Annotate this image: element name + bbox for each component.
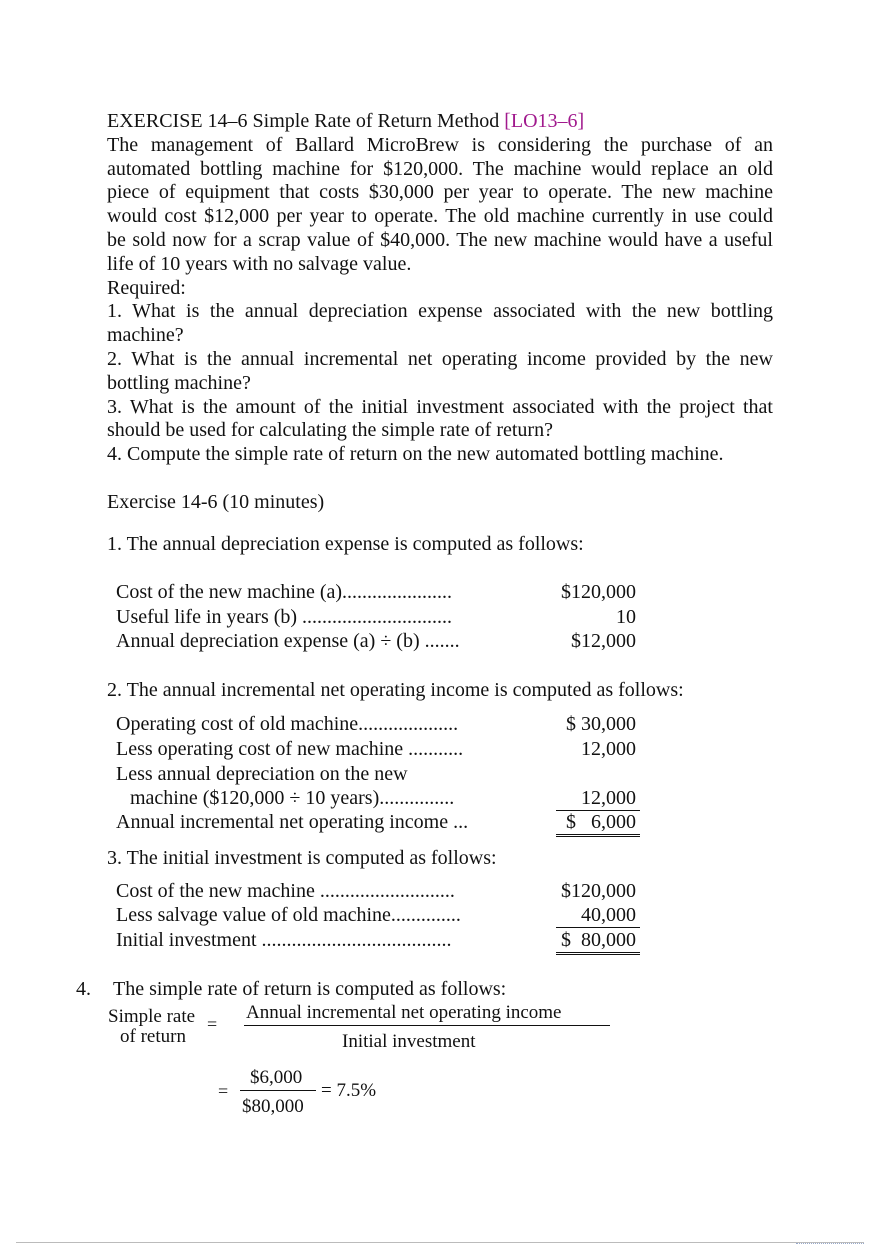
fraction-bar [244,1025,610,1026]
solution-title: Exercise 14-6 (10 minutes) [107,491,325,513]
row-value-double-underlined: $ 80,000 [556,928,640,955]
row-value: $ 30,000 [566,713,636,735]
row-label: machine ($120,000 ÷ 10 years)............... [130,787,455,809]
paragraph-line: The management of Ballard MicroBrew is considering the purchase of an [107,133,773,156]
paragraph-line: piece of equipment that costs $30,000 per year to operate. The new machine [107,181,773,204]
part1-intro: 1. The annual depreciation expense is computed as follows: [107,533,584,555]
part1-row [116,629,636,653]
question-1-line: 1. What is the annual depreciation expense associated with the new bottling [107,300,773,323]
footer-divider [16,1242,864,1243]
formula-denominator-value: $80,000 [242,1096,304,1117]
question-3-line: should be used for calculating the simple rate of return? [107,419,553,442]
row-label: Initial investment ...................................... [116,929,452,951]
row-value-underlined: 40,000 [556,903,640,928]
paragraph-line: would cost $12,000 per year to operate. The old machine currently in use could [107,205,773,228]
question-4-line: 4. Compute the simple rate of return on the new automated bottling machine. [107,443,724,466]
part3-row [116,879,636,903]
part3-intro: 3. The initial investment is computed as follows: [107,847,497,869]
part2-row-total [116,810,636,834]
formula-result: = 7.5% [321,1080,377,1101]
part2-row [116,786,636,810]
row-value: 12,000 [581,738,636,760]
formula-denominator: Initial investment [342,1031,476,1052]
row-label: Less operating cost of new machine ........... [116,738,464,760]
question-2-line: 2. What is the annual incremental net operating income provided by the new [107,347,773,370]
formula-equals: = [207,1014,218,1034]
question-1-line: machine? [107,324,184,347]
row-value-underlined: 12,000 [556,786,640,811]
question-3-line: 3. What is the amount of the initial investment associated with the project that [107,395,773,418]
row-label: Cost of the new machine ........................... [116,880,455,902]
formula-numerator-value: $6,000 [250,1067,303,1088]
row-label: Annual incremental net operating income ... [116,811,469,833]
row-label: Less salvage value of old machine.............. [116,904,461,926]
part1-row [116,580,636,604]
part2-row [116,737,636,761]
row-label: Less annual depreciation on the new [116,763,408,785]
part2-row [116,762,636,786]
paragraph-line: automated bottling machine for $120,000. The machine would replace an old [107,157,773,180]
part4-number: 4. [76,978,91,1000]
formula-equals-2: = [218,1081,229,1101]
part2-intro: 2. The annual incremental net operating income is computed as follows: [107,679,684,701]
learning-objective-ref: [LO13–6] [504,110,585,132]
question-2-line: bottling machine? [107,371,251,394]
row-value: $120,000 [561,880,636,902]
row-label: Useful life in years (b) .............................. [116,606,453,628]
part4-intro: The simple rate of return is computed as follows: [113,978,507,1000]
part1-row [116,605,636,629]
row-label: Annual depreciation expense (a) ÷ (b) ....... [116,630,460,652]
row-value-double-underlined: $ 6,000 [556,810,640,837]
footer-mark [796,1243,864,1246]
part3-row [116,903,636,927]
part3-row-total [116,928,636,952]
paragraph-line: be sold now for a scrap value of $40,000. The new machine would have a useful [107,228,773,251]
paragraph-line: life of 10 years with no salvage value. [107,252,412,275]
formula-lhs-line2: of return [120,1026,186,1047]
exercise-heading: EXERCISE 14–6 Simple Rate of Return Method [LO13–6] [107,110,585,132]
row-value: 10 [616,606,636,628]
exercise-statement [107,110,773,467]
fraction-bar-2 [240,1090,316,1091]
row-value: $120,000 [561,581,636,603]
required-label: Required: [107,276,186,299]
formula-lhs-line1: Simple rate [108,1006,196,1027]
row-value: $12,000 [571,630,636,652]
row-label: Operating cost of old machine.................... [116,713,459,735]
part2-row [116,712,636,736]
formula-numerator: Annual incremental net operating income [246,1002,562,1023]
row-label: Cost of the new machine (a)...................... [116,581,453,603]
